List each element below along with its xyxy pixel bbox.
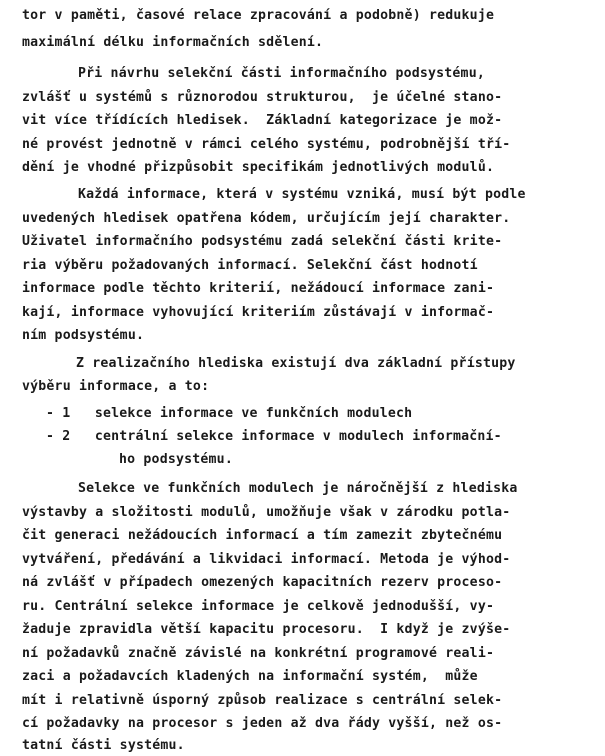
text-line: kají, informace vyhovující kriteriím zůstávají v informač- <box>22 305 495 320</box>
text-line: dění je vhodné přizpůsobit specifikám jednotlivých modulů. <box>22 160 495 175</box>
text-line: Z realizačního hlediska existují dva základní přístupy <box>76 356 516 371</box>
text-line: žaduje zpravidla větší kapacitu procesoru. I když je zvýše- <box>22 622 511 637</box>
text-line: Při návrhu selekční části informačního podsystému, <box>78 66 485 81</box>
text-line: tatní části systému. <box>22 738 185 753</box>
text-line: uvedených hledisek opatřena kódem, určujícím její charakter. <box>22 211 511 226</box>
text-line: Každá informace, která v systému vzniká, musí být podle <box>78 187 526 202</box>
text-line: ná zvlášť v případech omezených kapacitních rezerv proceso- <box>22 575 503 590</box>
text-line: výstavby a složitosti modulů, umožňuje však v zárodku potla- <box>22 505 511 520</box>
text-line: čit generaci nežádoucích informací a tím zamezit zbytečnému <box>22 528 503 543</box>
list-item: - 2 centrální selekce informace v modulech informační- <box>46 429 502 444</box>
text-line: né provést jednotně v rámci celého systému, podrobnější tří- <box>22 137 511 152</box>
text-line: ru. Centrální selekce informace je celkově jednodušší, vy- <box>22 599 495 614</box>
list-item: - 1 selekce informace ve funkčních modulech <box>46 406 413 421</box>
text-line: výběru informace, a to: <box>22 379 210 394</box>
text-line: maximální délku informačních sdělení. <box>22 35 324 50</box>
text-line: tor v paměti, časové relace zpracování a podobně) redukuje <box>22 8 495 23</box>
text-line: Selekce ve funkčních modulech je náročnější z hlediska <box>78 481 518 496</box>
text-line: ho podsystému. <box>119 452 233 467</box>
text-line: zvlášť u systémů s různorodou strukturou, je účelné stano- <box>22 90 503 105</box>
text-line: informace podle těchto kriterií, nežádoucí informace zani- <box>22 281 495 296</box>
text-line: Uživatel informačního podsystému zadá selekční části krite- <box>22 234 503 249</box>
text-line: cí požadavky na procesor s jeden až dva řády vyšší, než os- <box>22 716 503 731</box>
text-line: ria výběru požadovaných informací. Selekční část hodnotí <box>22 258 478 273</box>
text-line: ní požadavků značně závislé na konkrétní programové reali- <box>22 646 495 661</box>
text-line: mít i relativně úsporný způsob realizace s centrální selek- <box>22 693 503 708</box>
text-line: vytváření, předávání a likvidaci informací. Metoda je výhod- <box>22 552 511 567</box>
text-line: vit více třídících hledisek. Základní kategorizace je mož- <box>22 113 503 128</box>
text-line: zaci a požadavcích kladených na informační systém, může <box>22 669 478 684</box>
text-line: ním podsystému. <box>22 328 145 343</box>
